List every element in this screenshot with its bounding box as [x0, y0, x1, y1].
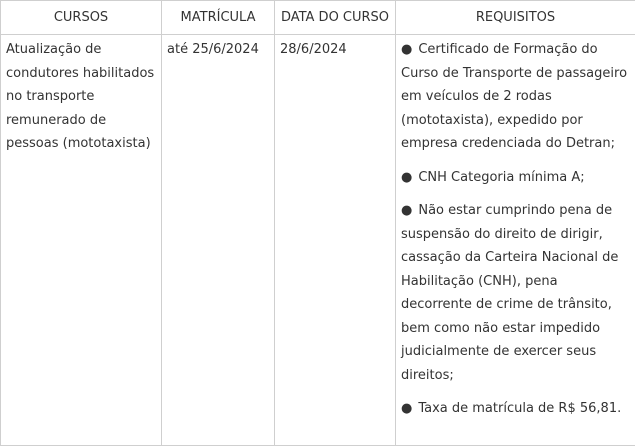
requirement-item: [401, 397, 629, 421]
bullet-icon: ●: [401, 203, 413, 218]
header-data-do-curso: DATA DO CURSO: [275, 1, 396, 35]
requirements-cell: [396, 35, 635, 446]
table-header: [1, 1, 635, 35]
table-body: [1, 35, 635, 446]
header-row: [1, 1, 635, 35]
requirement-item: [401, 166, 629, 190]
header-requisitos: REQUISITOS: [396, 1, 635, 35]
requirement-item: [401, 199, 629, 387]
bullet-icon: ●: [401, 401, 413, 416]
bullet-icon: ●: [401, 42, 413, 57]
requirement-text: CNH Categoria mínima A;: [418, 169, 585, 185]
course-date-cell: 28/6/2024: [275, 35, 396, 446]
enrollment-deadline-cell: até 25/6/2024: [162, 35, 275, 446]
header-cursos: CURSOS: [1, 1, 162, 35]
requirement-item: [401, 38, 629, 156]
table-row: [1, 35, 635, 446]
bullet-icon: ●: [401, 169, 413, 185]
header-matricula: MATRÍCULA: [162, 1, 275, 35]
requirement-text: Certificado de Formação do Curso de Transporte de passageiro em veículos de 2 rodas (mototaxista), expedido por empresa credenciada do Detran;: [401, 42, 628, 151]
requirement-text: Taxa de matrícula de R$ 56,81.: [418, 401, 622, 416]
requirement-text: Não estar cumprindo pena de suspensão do direito de dirigir, cassação da Carteira Nacional de Habilitação (CNH), pena decorrente de crime de trânsito, bem como não estar impedido judicialmente de exercer seus direitos;: [401, 203, 619, 383]
course-name-cell: Atualização de condutores habilitados no transporte remunerado de pessoas (mototaxista): [1, 35, 162, 446]
